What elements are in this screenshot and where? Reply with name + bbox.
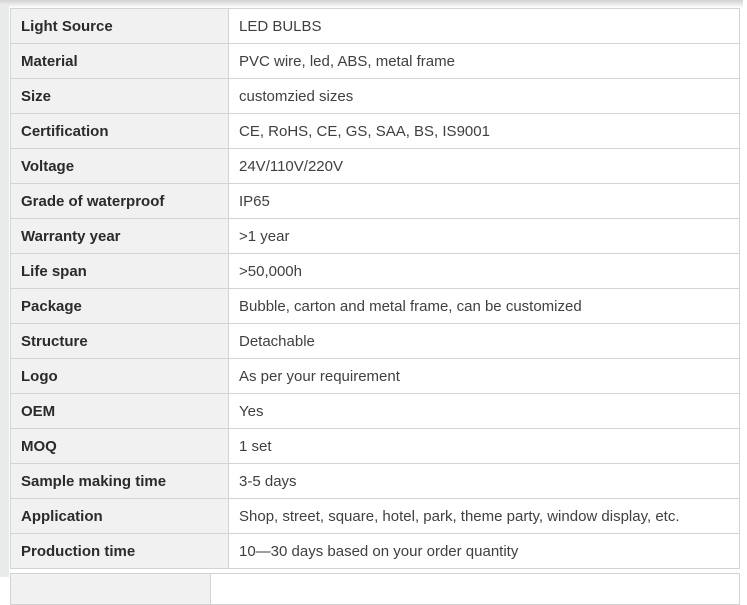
spec-label-cell: Application	[11, 499, 229, 534]
spec-row	[11, 44, 740, 79]
spec-row	[11, 534, 740, 569]
spec-label-cell: Grade of waterproof	[11, 184, 229, 219]
spec-value-cell: 1 set	[229, 429, 740, 464]
spec-value-cell: >50,000h	[229, 254, 740, 289]
spec-value-cell: As per your requirement	[229, 359, 740, 394]
spec-row	[11, 429, 740, 464]
page-left-gutter	[0, 4, 9, 577]
spec-label-cell: Structure	[11, 324, 229, 359]
spec-label-cell: Life span	[11, 254, 229, 289]
spec-label-cell: Package	[11, 289, 229, 324]
spec-label-cell: Size	[11, 79, 229, 114]
spec-label-cell: Light Source	[11, 9, 229, 44]
spec-value-cell: customzied sizes	[229, 79, 740, 114]
next-table-top-sliver	[10, 573, 740, 605]
spec-label-cell: Production time	[11, 534, 229, 569]
spec-row	[11, 394, 740, 429]
spec-row	[11, 499, 740, 534]
spec-label-cell: MOQ	[11, 429, 229, 464]
spec-label-cell: Certification	[11, 114, 229, 149]
spec-label-cell: Warranty year	[11, 219, 229, 254]
spec-label-cell: Sample making time	[11, 464, 229, 499]
spec-label-cell: Material	[11, 44, 229, 79]
spec-value-cell: 3-5 days	[229, 464, 740, 499]
spec-row	[11, 464, 740, 499]
spec-value-cell: PVC wire, led, ABS, metal frame	[229, 44, 740, 79]
spec-value-cell: 10—30 days based on your order quantity	[229, 534, 740, 569]
product-specification-table	[10, 8, 740, 569]
spec-label-cell: Logo	[11, 359, 229, 394]
spec-row	[11, 289, 740, 324]
spec-label-cell: Voltage	[11, 149, 229, 184]
spec-value-cell: Detachable	[229, 324, 740, 359]
spec-value-cell: 24V/110V/220V	[229, 149, 740, 184]
spec-value-cell: Shop, street, square, hotel, park, theme party, window display, etc.	[229, 499, 740, 534]
spec-table-body	[11, 9, 740, 569]
spec-row	[11, 149, 740, 184]
spec-row	[11, 184, 740, 219]
spec-label-cell: OEM	[11, 394, 229, 429]
spec-row	[11, 254, 740, 289]
spec-row	[11, 9, 740, 44]
spec-value-cell: Bubble, carton and metal frame, can be customized	[229, 289, 740, 324]
spec-value-cell: LED BULBS	[229, 9, 740, 44]
spec-row	[11, 114, 740, 149]
spec-value-cell: IP65	[229, 184, 740, 219]
spec-value-cell: >1 year	[229, 219, 740, 254]
spec-row	[11, 219, 740, 254]
spec-value-cell: Yes	[229, 394, 740, 429]
top-edge-shadow	[0, 0, 743, 8]
spec-row	[11, 359, 740, 394]
next-table-label-cell	[11, 574, 211, 604]
spec-row	[11, 324, 740, 359]
spec-value-cell: CE, RoHS, CE, GS, SAA, BS, IS9001	[229, 114, 740, 149]
spec-row	[11, 79, 740, 114]
